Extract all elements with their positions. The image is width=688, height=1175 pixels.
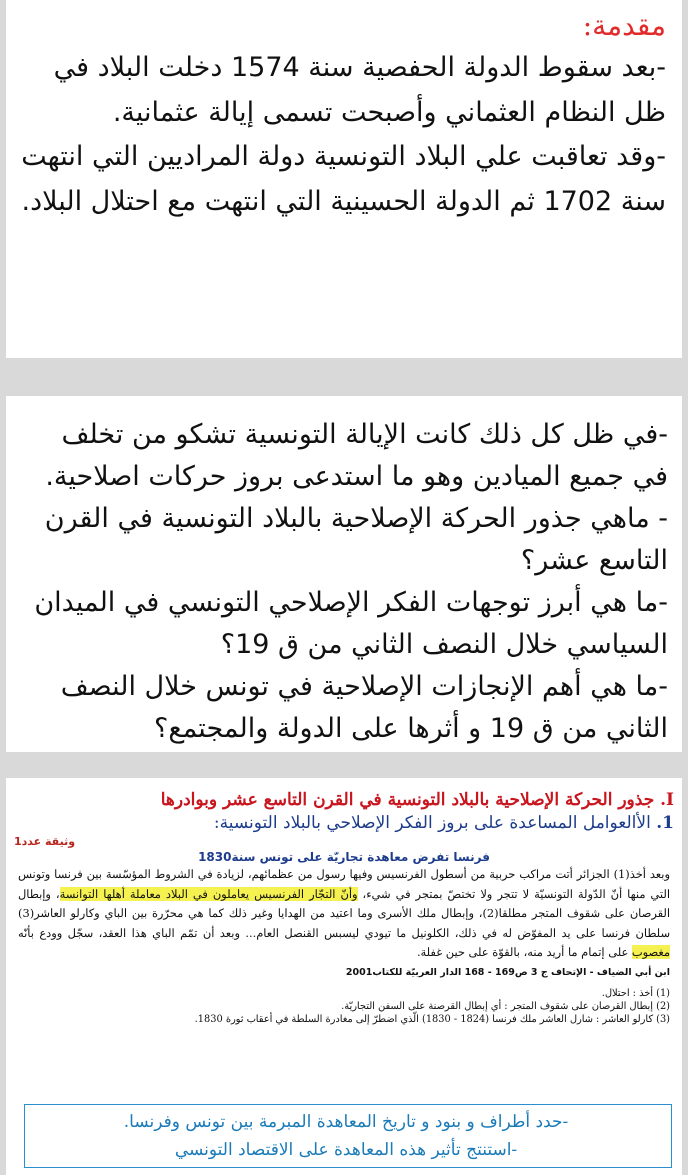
footnote-2: (2) إبطال القرصان على شقوف المتجر : أي إبطال القرصنة على السفن التجاريّة. (341, 1000, 670, 1012)
document-text (18, 865, 670, 963)
intro-paragraph-2: -وقد تعاقبت علي البلاد التونسية دولة المراديين التي انتهت سنة 1702 ثم الدولة الحسينية التي انتهت مع احتلال البلاد. (21, 141, 666, 217)
problem-question-3: -ما هي أهم الإنجازات الإصلاحية في تونس خلال النصف الثاني من ق 19 و أثرها على الدولة والمجتمع؟ (60, 671, 668, 744)
problem-question-1: - ماهي جذور الحركة الإصلاحية بالبلاد التونسية في القرن التاسع عشر؟ (44, 503, 668, 576)
problem-paragraph: -في ظل كل ذلك كانت الإيالة التونسية تشكو من تخلف في جميع الميادين وهو ما استدعى بروز حركات اصلاحية. (45, 419, 668, 492)
problem-question-2: -ما هي أبرز توجهات الفكر الإصلاحي التونسي في الميدان السياسي خلال النصف الثاني من ق 19؟ (34, 587, 668, 660)
section-number: I. (660, 790, 674, 810)
task-1: -حدد أطراف و بنود و تاريخ المعاهدة المبرمة بين تونس وفرنسا. (123, 1112, 569, 1132)
footnote-3: (3) كارلو العاشر : شارل العاشر ملك فرنسا (1824 - 1830) الّذي اضطرّ إلى مغادرة السلطة في أعقاب ثورة 1830. (194, 1013, 670, 1025)
intro-card (6, 0, 682, 358)
highlighted-phrase-1: وأنّ التجّار الفرنسيس يعاملون في البلاد معاملة أهلها التوانسة (59, 886, 358, 901)
section-title (14, 788, 674, 812)
subsection-title-text: الأالعوامل المساعدة على بروز الفكر الإصلاحي بالبلاد التونسية: (213, 813, 651, 833)
document-text-part-c: على إتمام ما أريد منه، بالقوّة على حين غفلة. (416, 945, 632, 959)
task-2: -استنتج تأثير هذه المعاهدة على الاقتصاد التونسي (174, 1140, 518, 1160)
intro-paragraph-1: -بعد سقوط الدولة الحفصية سنة 1574 دخلت البلاد في ظل النظام العثماني وأصبحت تسمى إيالة عثمانية. (53, 52, 666, 128)
document-source: ابن أبي الضياف - الإتحاف ج 3 ص169 - 168 الدار العربيّة للكتاب2001 (345, 966, 670, 978)
lesson-card (6, 778, 682, 1175)
task-box (24, 1104, 672, 1168)
document-text-part-b: ، وإبطال القرصان على شقوف المتجر مطلقا(2)، وإبطال ملك الأسرى وما اعتيد من الهدايا وغير ذلك كما هي محرّرة بين الباي وكارلو العاشر(3) سلطان فرنسا على يد المفوّض له في ذلك، الكلونيل ما تيودي ليسبس القنصل العام... وبعد أن تمّم الباي هذا العقد، سجّل وودع بأنّه (18, 886, 671, 940)
document-number: وثيقة عدد1 (14, 835, 76, 848)
document-title: فرنسا تفرض معاهدة تجاريّة على تونس سنة1830 (198, 850, 490, 864)
footnotes (18, 987, 670, 1026)
footnote-1: (1) أخذ : احتلال. (601, 987, 670, 999)
document-text-part-a: وبعد أخذ(1) الجزائر أتت مراكب حربية من أسطول الفرنسيس وفيها رسول من عظمائهم، لزيادة في الشروط المؤسّسة بين فرنسا وتونس التي منها أنّ الدّولة التونسيّة لا تتجر ولا تختصّ بمتجر في شيء، (18, 867, 670, 901)
section-title-text: جذور الحركة الإصلاحية بالبلاد التونسية في القرن التاسع عشر وبوادرها (160, 790, 655, 810)
highlighted-phrase-2: مغصوب (631, 945, 670, 959)
problem-card (6, 396, 682, 752)
subsection-number: 1. (656, 813, 674, 833)
intro-heading: مقدمة: (582, 9, 666, 42)
subsection-title (14, 812, 674, 835)
